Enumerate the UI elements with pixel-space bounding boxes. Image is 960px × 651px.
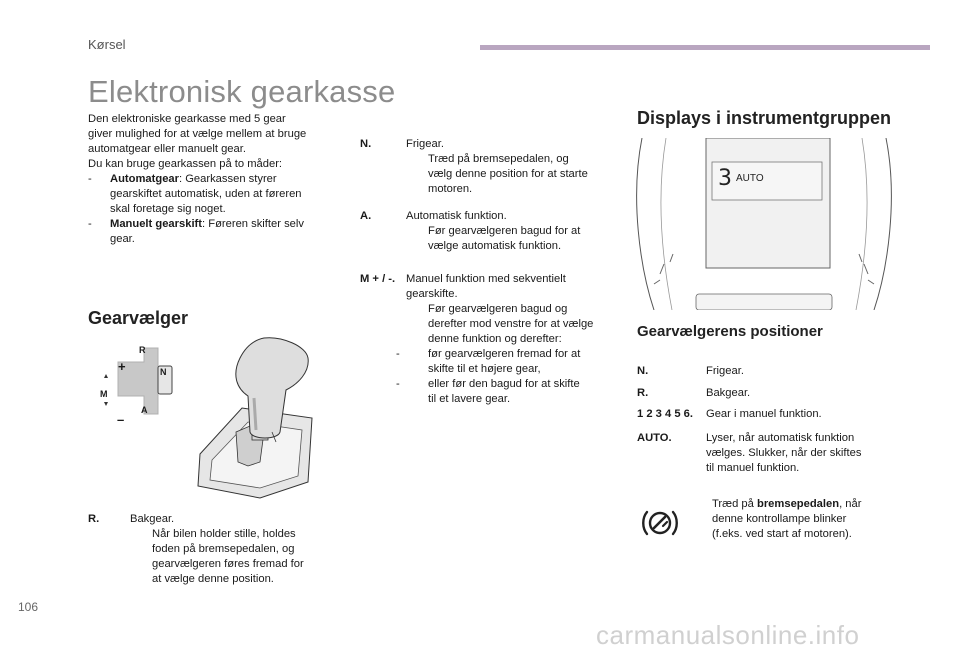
intro-text	[88, 112, 338, 247]
term-manuelt-gearskift: Manuelt gearskift	[110, 218, 203, 230]
section-label: Kørsel	[88, 37, 126, 52]
watermark: carmanualsonline.info	[596, 620, 860, 650]
page-title: Elektronisk gearkasse	[88, 74, 396, 109]
bullet-text: foden på bremsepedalen, og	[152, 543, 295, 555]
bullet-text: Når bilen holder stille, holdes	[152, 528, 296, 540]
position-row	[637, 431, 887, 474]
dash-text: skifte til et højere gear,	[428, 363, 541, 375]
dash-text: eller før den bagud for at skifte	[428, 378, 580, 390]
warning-text-pre: Træd på	[712, 498, 757, 510]
diagram-label-minus: –	[117, 412, 125, 427]
item-n-bullet	[406, 152, 610, 197]
intro-item-text: : Føreren skifter selv	[202, 218, 304, 230]
intro-item-text: : Gearkassen styrer	[179, 173, 277, 185]
item-r-bullet	[130, 527, 333, 587]
position-row	[637, 386, 751, 401]
intro-item-automatgear	[88, 172, 338, 217]
warning-text	[690, 497, 890, 542]
item-m-dash-2	[360, 377, 620, 407]
position-term: R.	[637, 387, 649, 399]
item-m-bullet	[406, 302, 620, 347]
item-m	[360, 272, 620, 407]
diagram-label-n: N	[160, 367, 167, 377]
position-desc: Gear i manuel funktion.	[706, 408, 822, 420]
bullet-text: vælge automatisk funktion.	[428, 240, 562, 252]
position-term: AUTO.	[637, 432, 672, 444]
item-m-body	[360, 272, 620, 347]
term-r: R.	[88, 513, 100, 525]
bullet-text: Træd på bremsepedalen, og	[428, 153, 569, 165]
bullet-text: Før gearvælgeren bagud for at	[428, 225, 581, 237]
gear-lever-illustration	[190, 336, 316, 500]
item-n	[360, 137, 610, 197]
position-desc-line: vælges. Slukker, når der skiftes	[706, 447, 862, 459]
term-automatgear: Automatgear	[110, 173, 179, 185]
bullet-text: at vælge denne position.	[152, 573, 274, 585]
dash-marker: -	[88, 173, 92, 185]
warning-text-bold: bremsepedalen	[756, 498, 840, 510]
intro-line: giver mulighed for at vælge mellem at bruge	[88, 128, 307, 140]
bullet-text: Før gearvælgeren bagud og	[428, 303, 568, 315]
item-m-text: gearskifte.	[406, 288, 458, 300]
intro-line: automatgear eller manuelt gear.	[88, 143, 246, 155]
intro-item-manuelt	[88, 217, 338, 247]
diagram-label-m: M	[100, 389, 108, 399]
intro-line: Du kan bruge gearkassen på to måder:	[88, 158, 283, 170]
bullet-text: denne funktion og derefter:	[428, 333, 562, 345]
brake-pedal-warning-icon	[640, 506, 680, 540]
intro-line: Den elektroniske gearkasse med 5 gear	[88, 113, 286, 125]
warning-bullet	[690, 497, 890, 542]
dash-marker: -	[396, 348, 400, 360]
item-m-dash-1	[360, 347, 620, 377]
term-m: M + / -.	[360, 273, 396, 285]
dash-marker: -	[88, 218, 92, 230]
dash-marker: -	[396, 378, 400, 390]
position-desc-line: Lyser, når automatisk funktion	[706, 432, 855, 444]
item-m-text: Manuel funktion med sekventielt	[406, 273, 566, 285]
item-a-body	[360, 209, 610, 254]
warning-text-line: (f.eks. ved start af motoren).	[712, 528, 852, 540]
intro-item-text: gear.	[110, 233, 135, 245]
position-desc: Frigear.	[706, 365, 744, 377]
item-r-text: Bakgear.	[130, 513, 175, 525]
diagram-label-a: A	[141, 405, 148, 415]
item-a-bullet	[406, 224, 610, 254]
bullet-text: motoren.	[428, 183, 473, 195]
bullet-text: gearvælgeren føres fremad for	[152, 558, 304, 570]
item-a-text: Automatisk funktion.	[406, 210, 507, 222]
item-r-body	[88, 512, 333, 587]
dash-text: før gearvælgeren fremad for at	[428, 348, 581, 360]
instrument-cluster-illustration	[636, 138, 892, 310]
item-n-body	[360, 137, 610, 197]
warning-text-post: , når	[839, 498, 862, 510]
page-number: 106	[18, 600, 39, 614]
position-desc: Bakgear.	[706, 387, 751, 399]
warning-text-line: denne kontrollampe blinker	[712, 513, 847, 525]
diagram-label-plus: +	[118, 359, 126, 374]
position-term: 1 2 3 4 5 6.	[637, 408, 693, 420]
positions-title: Gearvælgerens positioner	[637, 323, 823, 340]
intro-item-text: gearskiftet automatisk, uden at føreren	[110, 188, 302, 200]
position-term: N.	[637, 365, 649, 377]
item-a	[360, 209, 610, 254]
dash-text: til et lavere gear.	[428, 393, 511, 405]
term-a: A.	[360, 210, 372, 222]
position-row	[637, 407, 822, 422]
bullet-text: vælg denne position for at starte	[428, 168, 588, 180]
diagram-label-r: R	[139, 345, 146, 355]
position-desc-line: til manuel funktion.	[706, 462, 800, 474]
position-row	[637, 364, 744, 379]
gearvaelger-title: Gearvælger	[88, 308, 189, 328]
display-auto-label: AUTO	[736, 173, 764, 184]
item-n-text: Frigear.	[406, 138, 444, 150]
bullet-text: derefter mod venstre for at vælge	[428, 318, 594, 330]
intro-item-text: skal foretage sig noget.	[110, 203, 226, 215]
position-desc	[706, 431, 861, 476]
item-r	[88, 512, 333, 587]
term-n: N.	[360, 138, 372, 150]
display-gear-digit: 3	[718, 166, 732, 191]
displays-title: Displays i instrumentgruppen	[637, 108, 892, 128]
header-accent-bar	[480, 45, 930, 50]
